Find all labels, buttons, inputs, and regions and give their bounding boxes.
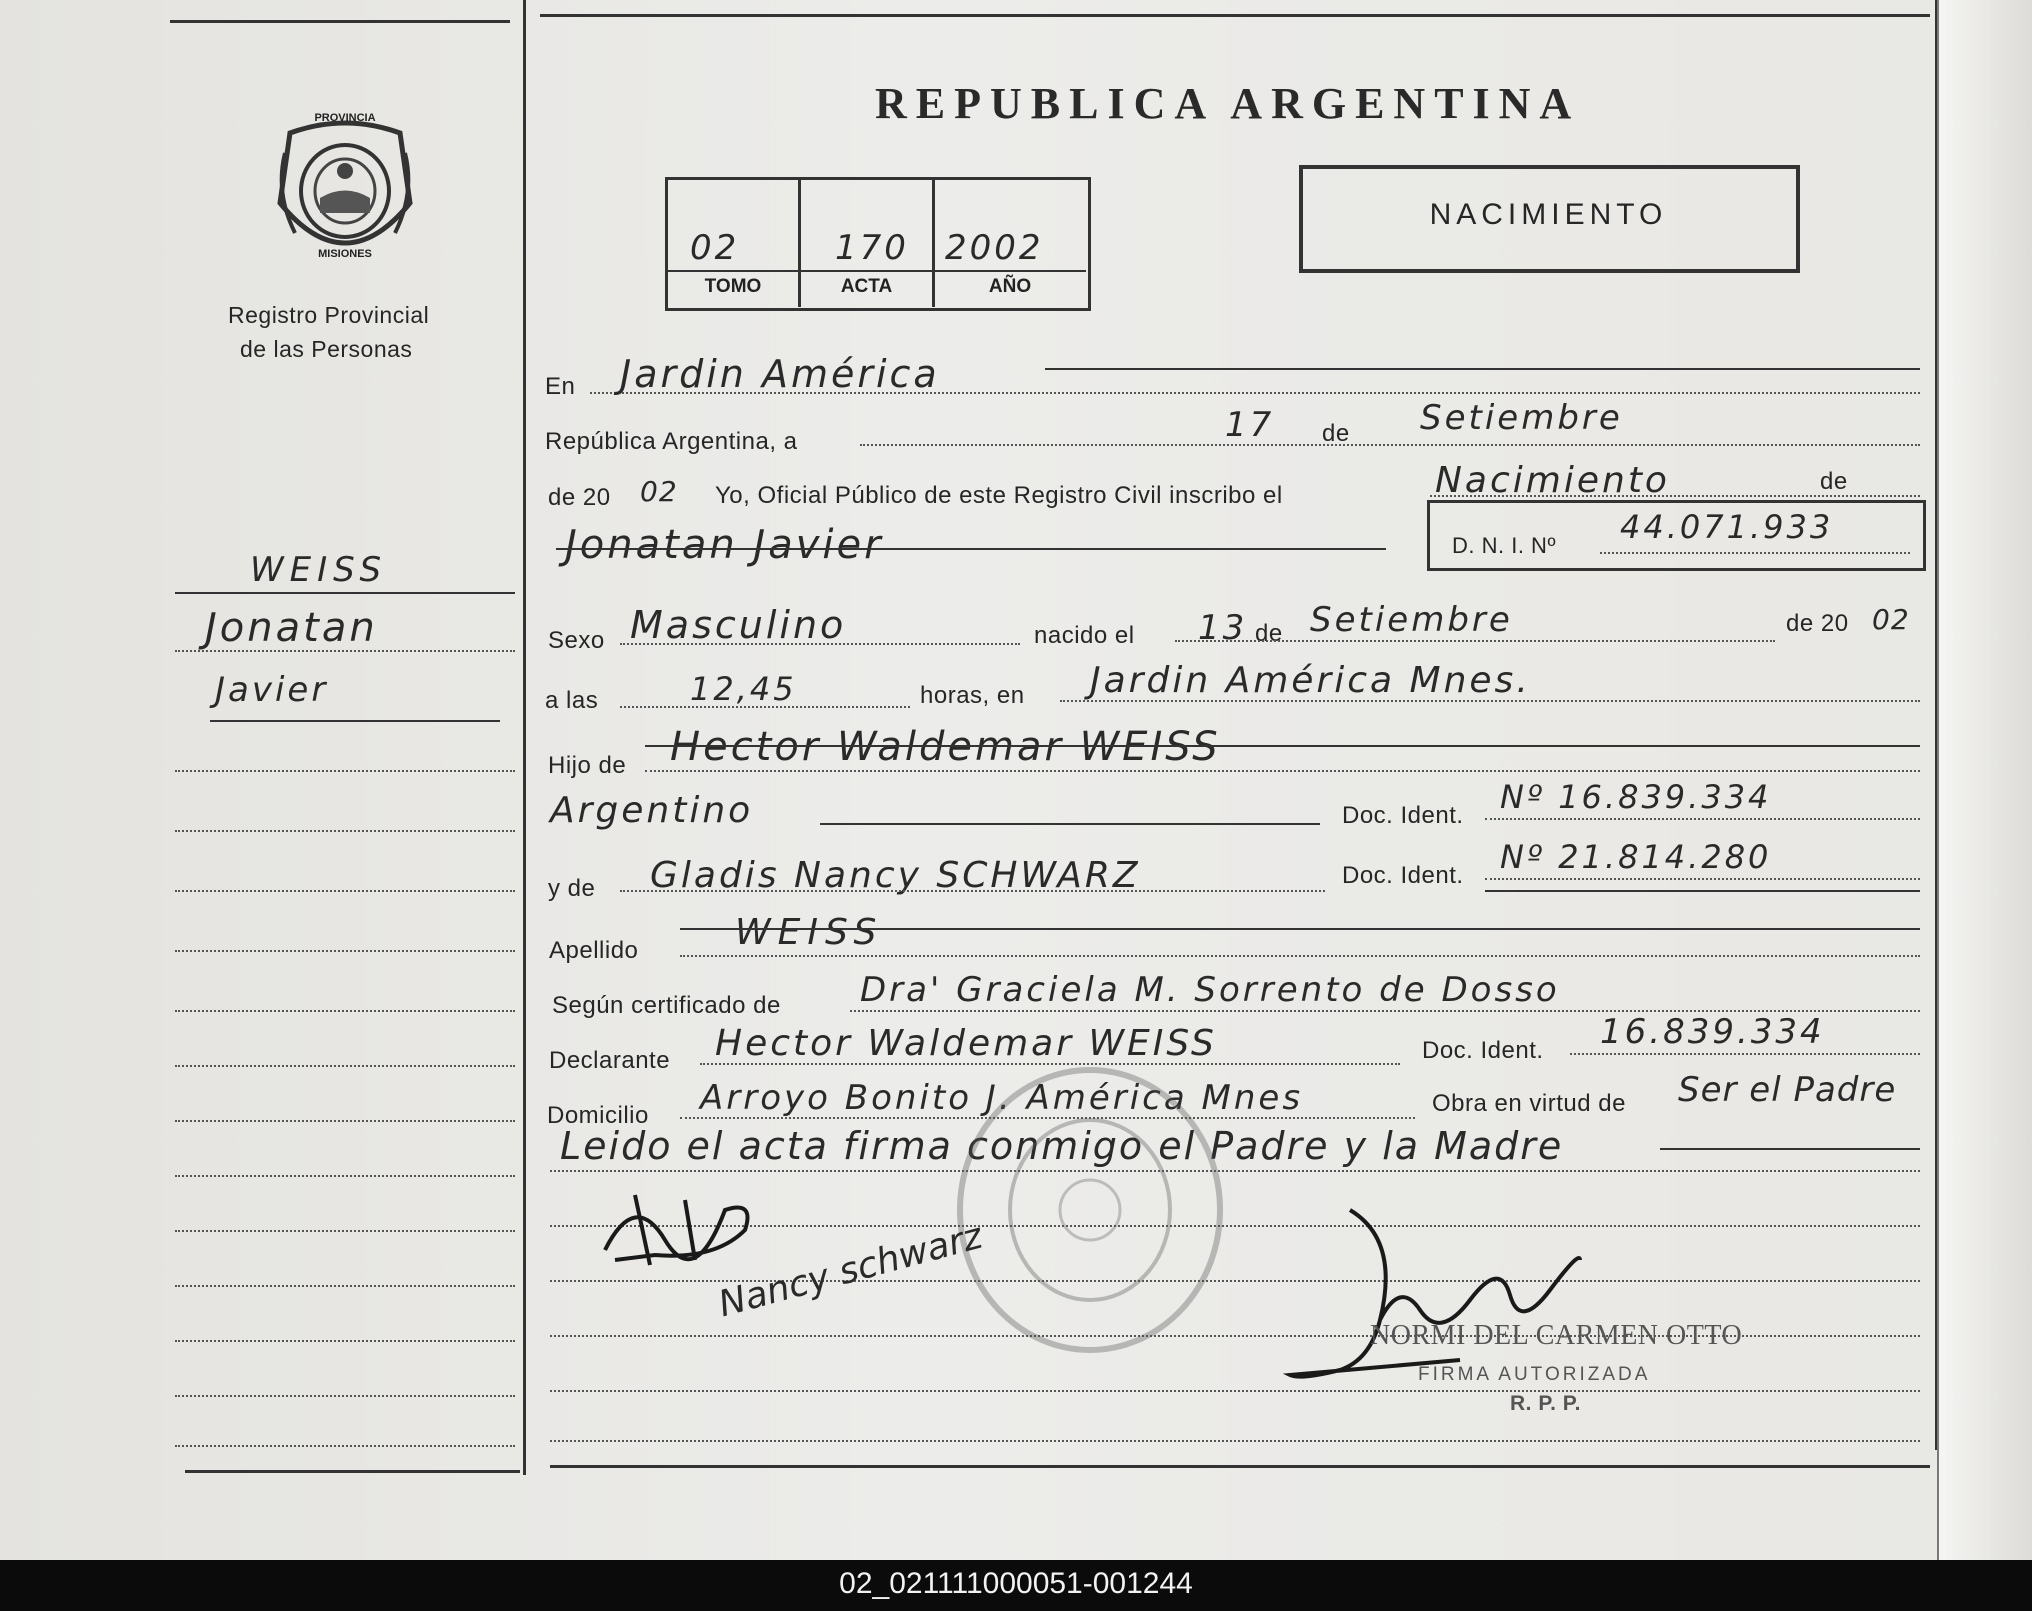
country-title: REPUBLICA ARGENTINA (875, 79, 1581, 128)
acta-value: 170 (835, 228, 909, 268)
apellido-dots (680, 955, 1920, 957)
page-edge (1937, 0, 2032, 1560)
margin-line-6 (175, 890, 515, 892)
margin-line-2 (175, 650, 515, 652)
declarante-value: Hector Waldemar WEISS (715, 1023, 1217, 1064)
republica-label: República Argentina, a (545, 428, 798, 455)
apellido-value: WEISS (735, 912, 884, 953)
father-dots (645, 770, 1920, 772)
dni-dots (1600, 552, 1910, 554)
segun-label: Según certificado de (552, 992, 781, 1019)
ano-label: AÑO (988, 276, 1032, 297)
margin-line-3 (210, 720, 500, 722)
sexo-value: Masculino (630, 603, 847, 647)
margin-line-16 (175, 1445, 515, 1447)
declarante-doc-dots (1570, 1053, 1920, 1055)
mother-dots (620, 890, 1325, 892)
obra-value: Ser el Padre (1678, 1070, 1897, 1110)
margin-line-5 (175, 830, 515, 832)
birth-dots (1175, 640, 1775, 642)
year-suffix-value: 02 (640, 475, 678, 508)
registry-line-1: Registro Provincial (228, 302, 430, 328)
mother-signature-text: Nancy schwarz (714, 1215, 987, 1326)
official-round-stamp-icon (950, 1060, 1230, 1360)
tomo-value: 02 (690, 228, 740, 268)
apellido-rule (680, 928, 1920, 930)
time-dots (620, 706, 910, 708)
yo-text: Yo, Oficial Público de este Registro Civil inscribo el (715, 482, 1283, 509)
margin-line-8 (175, 1010, 515, 1012)
birth-place-value: Jardin América Mnes. (1090, 660, 1531, 701)
margin-line-14 (175, 1340, 515, 1342)
leido-dots (550, 1170, 1920, 1172)
nationality-rule (820, 823, 1320, 825)
father-rule (645, 745, 1920, 747)
father-signature-icon (595, 1180, 795, 1270)
father-doc-dots (1485, 818, 1920, 820)
registry-line-2: de las Personas (240, 336, 413, 362)
blank-line-4 (550, 1390, 1920, 1392)
place-value: Jardin América (620, 352, 940, 396)
birth-year-prefix-label: de 20 (1786, 610, 1849, 637)
leido-rule (1660, 1148, 1920, 1150)
yde-label: y de (548, 875, 596, 902)
margin-line-15 (175, 1395, 515, 1397)
sexo-label: Sexo (548, 627, 605, 654)
father-nationality-value: Argentino (550, 790, 754, 831)
father-doc-value: Nº 16.839.334 (1500, 778, 1772, 816)
de-label-2: de (1820, 468, 1848, 495)
acta-label: ACTA (840, 276, 893, 297)
domicilio-label: Domicilio (547, 1102, 649, 1129)
seal-bottom-text: MISIONES (318, 248, 372, 260)
birth-place-dots (1060, 700, 1920, 702)
bottom-left-rule (185, 1470, 520, 1473)
official-stamp-name: NORMI DEL CARMEN OTTO (1370, 1320, 1743, 1351)
margin-name-1: Jonatan (205, 605, 378, 651)
month-value: Setiembre (1420, 398, 1623, 438)
blank-line-5 (550, 1440, 1920, 1442)
margin-line-11 (175, 1175, 515, 1177)
act-type-label: NACIMIENTO (1429, 198, 1668, 231)
obra-label: Obra en virtud de (1432, 1090, 1626, 1117)
mother-value: Gladis Nancy SCHWARZ (650, 855, 1141, 896)
top-right-rule (540, 14, 1930, 17)
left-column-border (523, 0, 526, 1475)
alas-label: a las (545, 687, 599, 714)
official-stamp-org: R. P. P. (1510, 1392, 1581, 1415)
dni-label: D. N. I. Nº (1452, 533, 1556, 558)
margin-line-13 (175, 1285, 515, 1287)
de-label-3: de (1255, 620, 1283, 647)
declarante-label: Declarante (549, 1047, 671, 1074)
margin-line-10 (175, 1120, 515, 1122)
declarante-doc-value: 16.839.334 (1600, 1012, 1825, 1052)
certificado-value: Dra' Graciela M. Sorrento de Dosso (860, 970, 1560, 1010)
tomo-label: TOMO (704, 276, 762, 297)
birth-year-suffix-value: 02 (1872, 603, 1910, 636)
margin-line-1 (175, 592, 515, 594)
dni-value: 44.071.933 (1620, 508, 1834, 546)
time-value: 12,45 (690, 670, 797, 708)
margin-line-9 (175, 1065, 515, 1067)
margin-line-4 (175, 770, 515, 772)
father-value: Hector Waldemar WEISS (670, 724, 1221, 770)
mother-doc-value: Nº 21.814.280 (1500, 838, 1772, 876)
en-rule (1045, 368, 1920, 370)
child-name-value: Jonatan Javier (565, 522, 884, 568)
file-caption: 02_021111000051-001244 (839, 1567, 1193, 1600)
margin-surname: WEISS (250, 550, 388, 590)
hijo-label: Hijo de (548, 752, 627, 779)
mother-doc-dots (1485, 878, 1920, 880)
bottom-right-rule (550, 1465, 1930, 1468)
reference-underline (668, 270, 1086, 272)
year-prefix-label: de 20 (548, 484, 611, 511)
birth-month-value: Setiembre (1310, 600, 1513, 640)
horas-label: horas, en (920, 682, 1025, 709)
doc-label-father: Doc. Ident. (1342, 802, 1464, 829)
birth-day-value: 13 (1198, 608, 1248, 648)
apellido-label: Apellido (549, 937, 639, 964)
margin-name-2: Javier (215, 670, 329, 710)
en-label: En (545, 373, 576, 400)
official-stamp-role: FIRMA AUTORIZADA (1418, 1364, 1651, 1385)
de-label-1: de (1322, 420, 1350, 447)
top-left-rule (170, 20, 510, 23)
mother-rule (1485, 890, 1920, 892)
domicilio-value: Arroyo Bonito J. América Mnes (700, 1078, 1304, 1118)
margin-line-7 (175, 950, 515, 952)
doc-label-declarante: Doc. Ident. (1422, 1037, 1544, 1064)
day-value: 17 (1225, 405, 1275, 445)
doc-label-mother: Doc. Ident. (1342, 862, 1464, 889)
inscribe-type-value: Nacimiento (1435, 460, 1670, 501)
sexo-dots (620, 643, 1020, 645)
republica-dots (860, 444, 1920, 446)
ano-value: 2002 (945, 228, 1044, 268)
nacido-label: nacido el (1034, 622, 1135, 649)
leido-value: Leido el acta firma conmigo el Padre y la Madre (560, 1124, 1564, 1168)
margin-line-12 (175, 1230, 515, 1232)
child-name-rule (556, 548, 1386, 550)
seal-top-text: PROVINCIA (314, 112, 376, 124)
